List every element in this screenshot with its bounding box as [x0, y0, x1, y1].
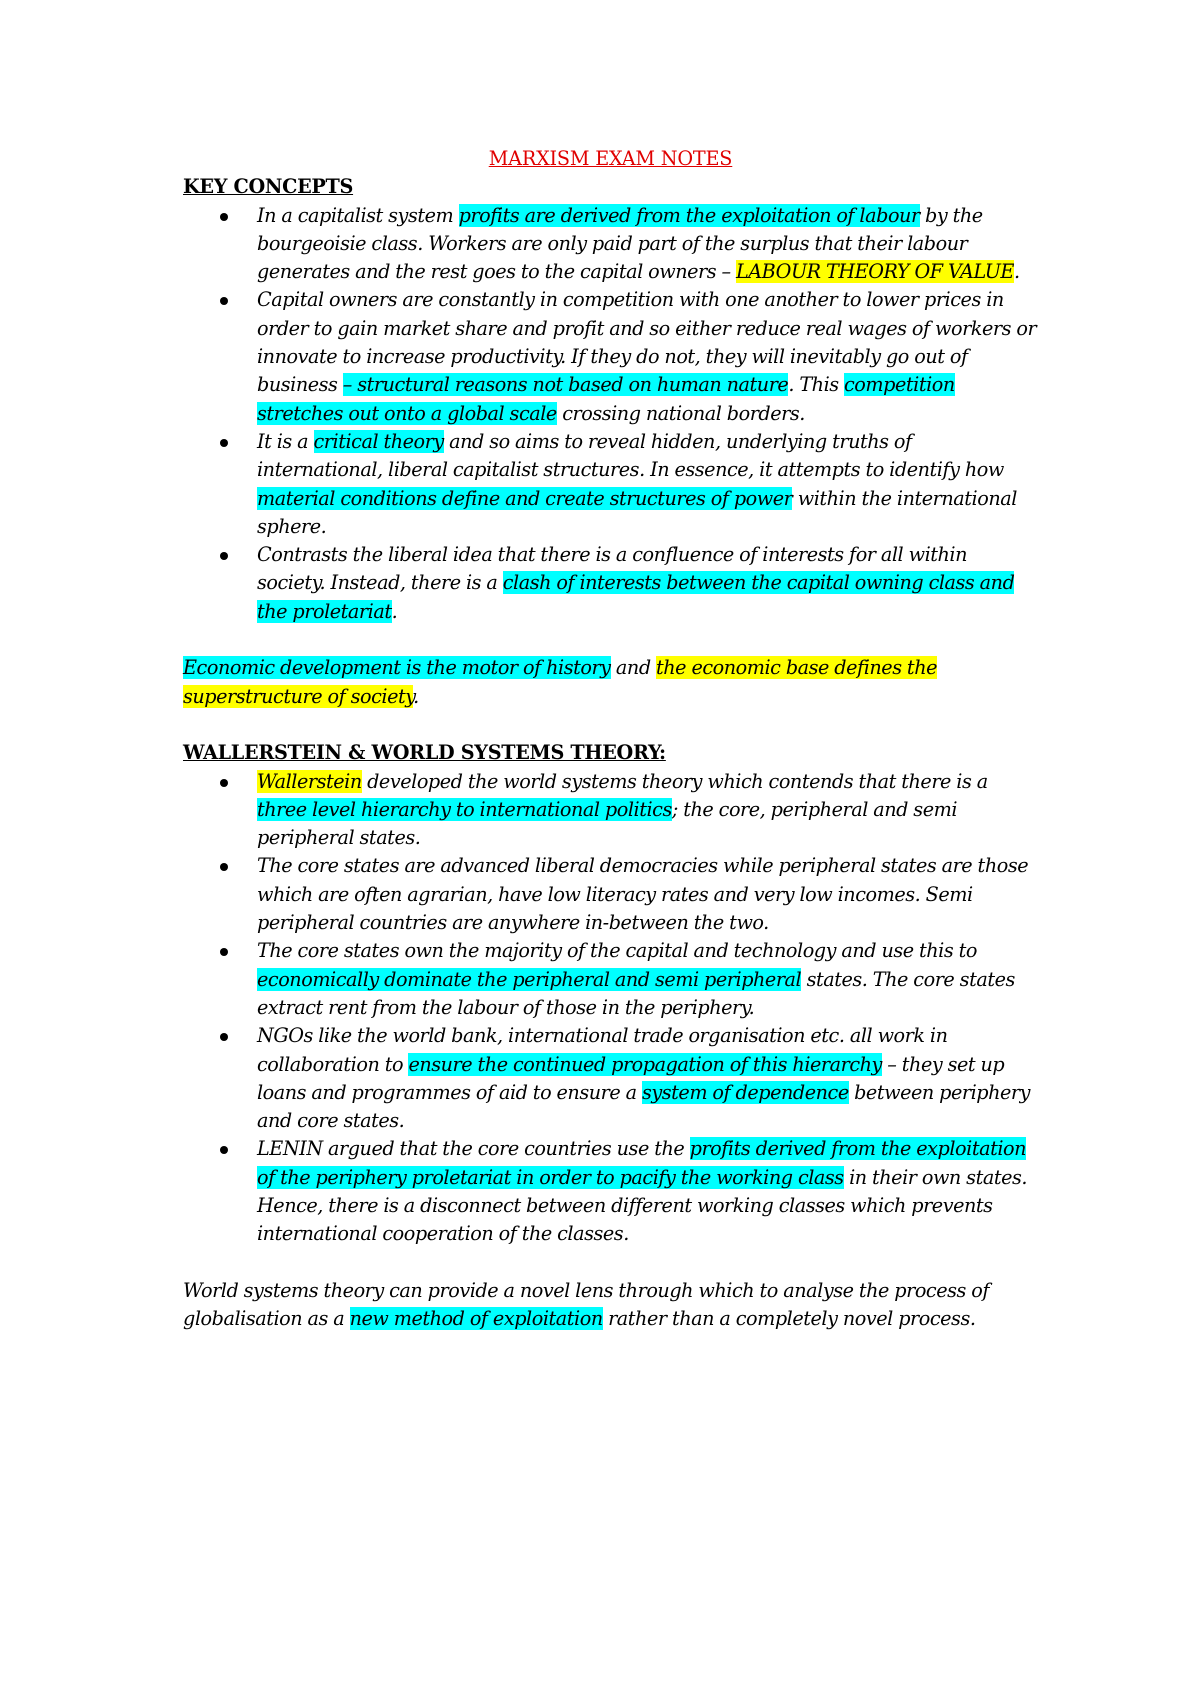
bullet-item	[183, 541, 1038, 626]
highlighted-text: profits are derived from the exploitation of labour	[458, 203, 920, 227]
highlighted-text: new method of exploitation	[349, 1307, 603, 1331]
text-run: crossing national borders.	[556, 401, 805, 425]
highlighted-text: Wallerstein	[257, 769, 362, 793]
text-run: .	[413, 684, 419, 708]
text-run: . This	[788, 373, 845, 397]
key-concepts-summary	[183, 654, 1038, 711]
highlighted-text: clash of interests between the capital owning class and the proletariat	[257, 571, 1015, 623]
highlighted-text: the economic base defines the superstructure of society	[183, 656, 938, 708]
highlighted-text: critical theory	[313, 429, 444, 453]
document-body	[183, 145, 1038, 1333]
world-systems-heading: WALLERSTEIN & WORLD SYSTEMS THEORY:	[183, 741, 666, 765]
highlighted-text: material conditions define and create structures of power	[257, 486, 793, 510]
key-concepts-heading: KEY CONCEPTS	[183, 175, 354, 199]
text-run: in their own states. Hence, there is a disconnect between different working classes which prevents international cooperation of the classes.	[257, 1165, 1028, 1246]
highlighted-text: LABOUR THEORY OF VALUE	[735, 260, 1014, 284]
text-run: LENIN argued that the core countries use the	[257, 1137, 690, 1161]
text-run: by the bourgeoisie class. Workers are only paid part of the surplus that their labour generates and the rest goes to the capital owners –	[257, 203, 983, 284]
highlighted-text: three level hierarchy to international politics	[257, 797, 672, 821]
text-run: It is a	[257, 429, 314, 453]
text-run: The core states are advanced liberal democracies while peripheral states are those which are often agrarian, have low literacy rates and very low incomes. Semi peripheral countries are anywhere in-between the two.	[257, 854, 1029, 935]
text-run: The core states own the majority of the capital and technology and use this to	[257, 939, 977, 963]
bullet-item	[183, 202, 1038, 287]
text-run: – they set up loans and programmes of aid to ensure a	[257, 1052, 1005, 1104]
highlighted-text: – structural reasons not based on human nature	[342, 373, 789, 397]
text-run: states. The core states extract rent from the labour of those in the periphery.	[257, 967, 1015, 1019]
text-run: In a capitalist system	[257, 203, 459, 227]
page-title: MARXISM EXAM NOTES	[488, 147, 733, 170]
bullet-item	[183, 852, 1038, 937]
highlighted-text: economically dominate the peripheral and semi peripheral	[257, 967, 802, 991]
world-systems-summary	[183, 1277, 1038, 1334]
text-run: developed the world systems theory which contends that there is a	[361, 769, 988, 793]
text-run: World systems theory can provide a novel lens through which to analyse the process of globalisation as a	[183, 1278, 990, 1331]
key-concepts-list	[183, 202, 1038, 626]
highlighted-text: Economic development is the motor of history	[183, 656, 611, 680]
text-run: Contrasts the liberal idea that there is a confluence of interests for all within society. Instead, there is a	[257, 543, 968, 595]
text-run: .	[391, 599, 398, 623]
highlighted-text: system of dependence	[641, 1080, 849, 1104]
bullet-item	[183, 428, 1038, 541]
spacer	[183, 711, 1038, 739]
bullet-item	[183, 1022, 1038, 1135]
spacer	[183, 1249, 1038, 1277]
text-run: NGOs like the world bank, international trade organisation etc. all work in collaboration to	[257, 1024, 948, 1076]
text-run: and	[610, 656, 657, 680]
bullet-item	[183, 286, 1038, 427]
bullet-item	[183, 768, 1038, 853]
highlighted-text: ensure the continued propagation of this hierarchy	[408, 1052, 882, 1076]
text-run: and so aims to reveal hidden, underlying truths of international, liberal capitalist structures. In essence, it attempts to identify how	[257, 429, 1004, 482]
highlighted-text: profits derived from the exploitation of the periphery proletariat in order to pacify the working class	[257, 1137, 1027, 1189]
bullet-item	[183, 937, 1038, 1022]
highlighted-text: competition stretches out onto a global scale	[257, 373, 955, 425]
bullet-item	[183, 1135, 1038, 1248]
world-systems-list	[183, 768, 1038, 1249]
text-run: Capital owners are constantly in competition with one another to lower prices in order to gain market share and profit and so either reduce real wages of workers or innovate to increase productivity. If they do not, they will inevitably go out of business	[257, 288, 1037, 397]
text-run: ; the core, peripheral and semi peripheral states.	[257, 797, 958, 850]
text-run: within the international sphere.	[257, 486, 1017, 538]
text-run: rather than a completely novel process.	[602, 1307, 976, 1331]
spacer	[183, 626, 1038, 654]
text-run: between periphery and core states.	[257, 1080, 1031, 1133]
text-run: .	[1013, 260, 1020, 284]
